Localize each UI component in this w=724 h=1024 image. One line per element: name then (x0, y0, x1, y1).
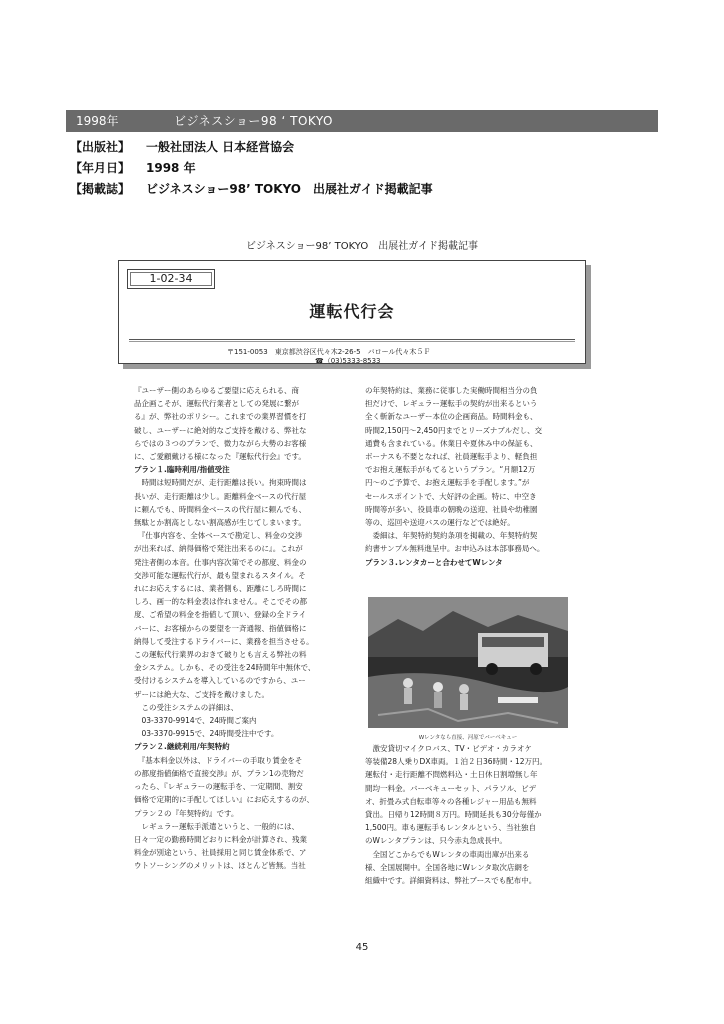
text-line: 様、全国展開中。全国各地にWレンタ取次店網を (365, 862, 530, 872)
text-line: 金システム。しかも、その受注を24時間年中無休で、 (134, 663, 316, 673)
text-line: しろ、画一的な料金表は作れません。そこでその都 (134, 597, 307, 607)
text-line: でお抱え運転手がもてるというプラン。“月額12万 (365, 465, 536, 475)
article-header-box (118, 260, 586, 364)
text-line: らではの３つのプランで、微力ながら大勢のお客様 (134, 438, 307, 448)
text-line: ウトソーシングのメリットは、ほとんど皆無。当社 (134, 861, 306, 871)
document-title: ビジネスショー98’ TOKYO 出展社ガイド掲載記事 (246, 241, 478, 252)
text-line: 等装備28人乗りDX車両。１泊２日36時間・12万円。 (365, 757, 548, 767)
text-line: 委細は、年契特約契約条項を掲載の、年契特約契 (365, 531, 538, 541)
text-line: 運転付・走行距離不問燃料込・土日休日割増無し年 (365, 770, 538, 780)
header-year: 1998年 (76, 114, 119, 128)
text-line: 等の、巡回や送迎バスの運行などでは絶好。 (365, 518, 515, 528)
text-line: 時間は短時間だが、走行距離は長い。拘束時間は (134, 478, 307, 488)
text-line: 激安貸切マイクロバス、TV・ビデオ・カラオケ (365, 744, 532, 753)
divider (129, 341, 575, 342)
booth-code: 1-02-34 (127, 269, 215, 289)
article-left-column (134, 384, 346, 873)
text-line: 発注者側の本音。仕事内容次第でその都度、料金の (134, 557, 307, 567)
text-line: 料金が別途という、社員採用と同じ賃金体系で、ア (134, 848, 307, 858)
text-line: ザーには絶大な、ご支持を戴けました。 (134, 689, 269, 699)
meta-publication (70, 181, 433, 197)
company-name: 運転代行会 (309, 302, 395, 321)
text-line: 03-3370-9914で、24時間ご案内 (134, 716, 257, 726)
text-line: に頼んでも、時間料金ベースの代行屋に頼んでも、 (134, 504, 307, 514)
text-line: 03-3370-9915で、24時間受注中です。 (134, 729, 279, 739)
text-line: この運転代行業界のおきて破りとも言える弊社の料 (134, 650, 307, 660)
text-line: 破し、ユーザーに絶対的なご支持を戴ける、弊社な (134, 425, 307, 435)
text-line: 担だけで、レギュラー運転手の契約が出来るという (365, 399, 538, 409)
header-band (66, 110, 658, 132)
text-line: 『ユーザー側のあらゆるご要望に応えられる、商 (134, 386, 299, 395)
text-line: 『基本料金以外は、ドライバーの手取り賃金をそ (134, 755, 303, 765)
text-line: の都度指値価格で直接交渉』が、プラン1の売物だ (134, 768, 304, 778)
text-line: オ、折畳み式自転車等々の各種レジャー用品も無料 (365, 796, 537, 806)
text-line: のWレンタプランは、只今赤丸急成長中。 (365, 836, 507, 846)
text-line: ボーナスも不要となれば、社員運転手より、軽負担 (365, 452, 538, 462)
article-right-column-bottom (365, 742, 585, 887)
text-line: 『仕事内容を、全体ベースで勘定し、料金の交渉 (134, 531, 303, 541)
text-line: ったら、『レギュラーの運転手を、一定期間、割安 (134, 782, 303, 792)
text-line: プラン２の『年契特約』です。 (134, 808, 239, 818)
text-line: 全国どこからでもWレンタの車両出庫が出来る (365, 849, 530, 859)
text-line: る』が、弊社のポリシー。これまでの業界習慣を打 (134, 412, 307, 422)
text-line: 無駄とか割高としない割高感が生じてしまいます。 (134, 518, 306, 528)
text-line: 組織中です。詳細資料は、弊社ブースでも配布中。 (365, 876, 537, 886)
text-line: 長いが、走行距離は少し。距離料金ベースの代行屋 (134, 491, 307, 501)
meta-value: 1998 年 (146, 161, 196, 175)
text-line: 交渉可能な運転代行が、最も望まれるスタイル。そ (134, 570, 306, 580)
section-heading: プラン１.臨時利用/指値受注 (134, 465, 230, 475)
text-line: 時間等が多い、役員車の朝晩の送迎、社員や幼稚園 (365, 504, 538, 514)
text-line: 約書サンプル無料進呈中。お申込みは本部事務局へ。 (365, 544, 545, 554)
text-line: 納得して受注するドライバーに、業務を担当させる。 (134, 636, 314, 646)
text-line: の年契特約は、業務に従事した実働時間相当分の負 (365, 386, 538, 395)
text-line: に、ご愛顧戴ける様になった『運転代行会』です。 (134, 452, 306, 462)
photo-caption: Wレンタなら直接、河原でバーベキュー (418, 735, 518, 741)
meta-value: ビジネスショー98’ TOKYO 出展社ガイド掲載記事 (146, 182, 433, 196)
text-line: 度、ご希望の料金を指値して頂い、登録の全ドライ (134, 610, 307, 620)
section-heading: プラン３.レンタカーと合わせてWレンタ (365, 557, 503, 567)
text-line: レギュラー運転手派遣というと、一般的には、 (134, 821, 299, 831)
meta-key: 【掲載誌】 (70, 182, 131, 196)
text-line: 1,500円。車も運転手もレンタルという、当社独自 (365, 823, 536, 833)
meta-key: 【年月日】 (70, 161, 131, 175)
meta-publisher (70, 139, 294, 155)
divider (129, 339, 575, 340)
text-line: が出来れば、納得価格で発注出来るのに』。これが (134, 544, 303, 554)
text-line: 価格で定期的に手配してほしい』にお応えするのが、 (134, 795, 314, 805)
text-line: れにお応えするには、業者側も、距離にしろ時間に (134, 584, 307, 594)
text-line: 品企画こそが、運転代行業者としての発展に繋が (134, 399, 299, 409)
text-line: セールスポイントで、大好評の企画。特に、中空き (365, 491, 537, 501)
text-line: 日々一定の勤務時間どおりに料金が計算され、残業 (134, 834, 307, 844)
text-line: 全く斬新なユーザー本位の企画商品。時間料金も、 (365, 412, 538, 422)
meta-value: 一般社団法人 日本経営協会 (146, 140, 295, 154)
text-line: 円〜のご予算で、お抱え運転手を手配します。”が (365, 478, 530, 488)
box-shadow (586, 265, 591, 365)
text-line: この受注システムの詳細は、 (134, 702, 239, 712)
company-tel: ☎（03)5333-8533 (315, 357, 381, 365)
text-line: バーに、お客様からの要望を一斉通報、指値価格に (134, 623, 307, 633)
page-number: 45 (355, 942, 369, 953)
text-line: 通費も含まれている。休業日や夏休み中の保証も、 (365, 438, 538, 448)
meta-date (70, 160, 196, 176)
section-heading: プラン２.継続利用/年契特約 (134, 742, 230, 752)
article-photo (368, 597, 568, 728)
text-line: 貸出。日帰り12時間８万円。時間延長も30分毎僅か (365, 810, 542, 820)
meta-key: 【出版社】 (70, 140, 131, 154)
text-line: 間均一料金。バーベキューセット、パラソル、ビデ (365, 783, 537, 793)
text-line: 時間2,150円～2,450円までとリーズナブルだし、交 (365, 425, 543, 435)
company-address: 〒151-0053 東京都渋谷区代々木2-26-5 バロール代々木５Ｆ (227, 348, 431, 356)
article-right-column-top (365, 384, 585, 569)
header-title: ビジネスショー98 ‘ TOKYO (174, 114, 333, 128)
text-line: 受付けるシステムを導入しているのですから、ユー (134, 676, 306, 686)
